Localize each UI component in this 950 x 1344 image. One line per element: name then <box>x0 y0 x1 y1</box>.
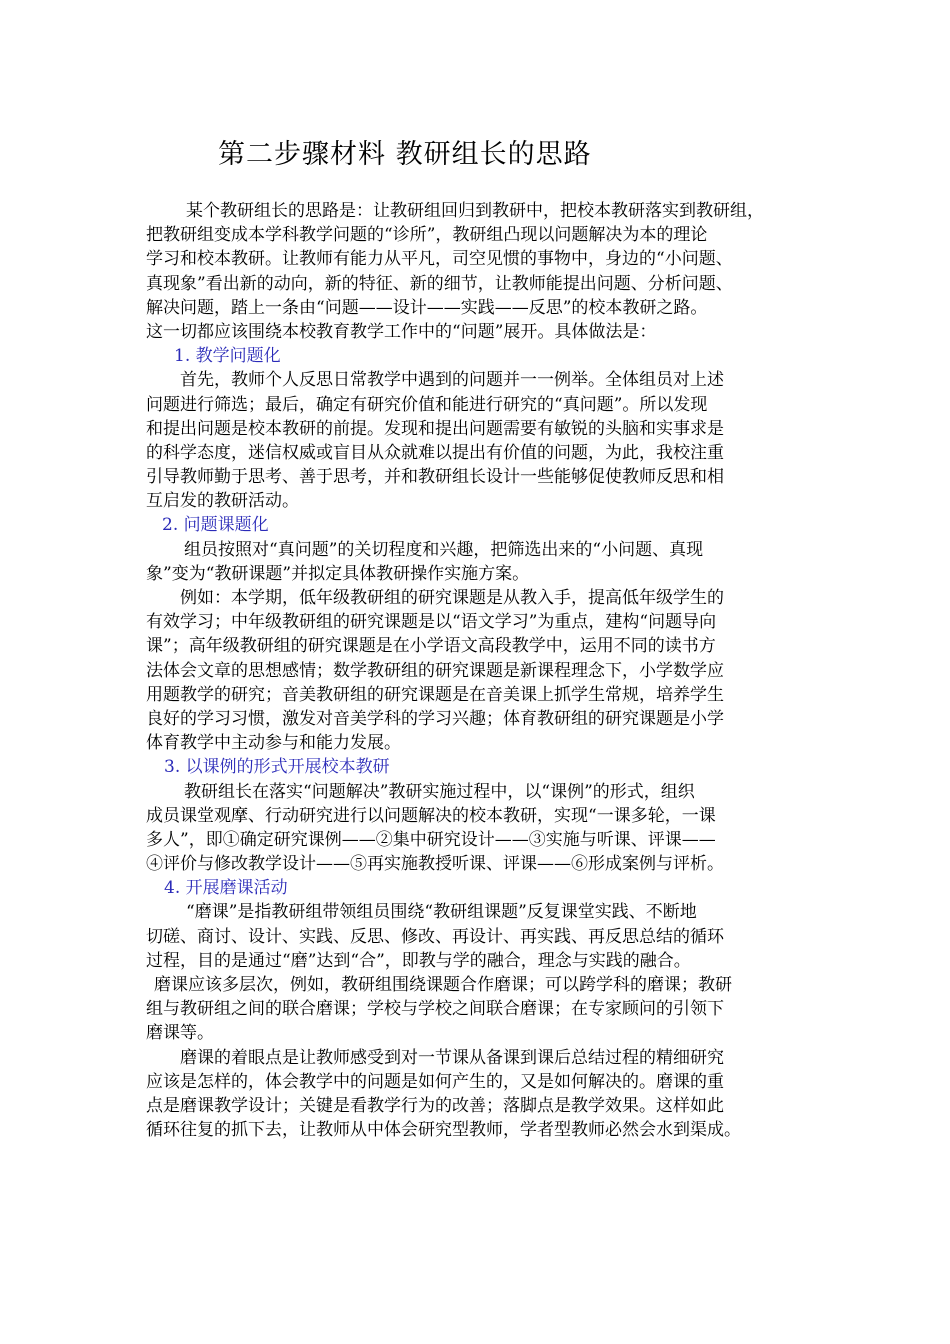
paragraph-line: 问题进行筛选；最后，确定有研究价值和能进行研究的“真问题”。所以发现 <box>146 394 708 415</box>
paragraph-line: 多人”，即①确定研究课例——②集中研究设计——③实施与听课、评课—— <box>146 829 716 850</box>
paragraph-line: 课”；高年级教研组的研究课题是在小学语文高段教学中，运用不同的读书方 <box>146 636 716 657</box>
paragraph-line: 把教研组变成本学科教学问题的“诊所”，教研组凸现以问题解决为本的理论 <box>146 225 708 246</box>
paragraph-line: “磨课”是指教研组带领组员围绕“教研组课题”反复课堂实践、不断地 <box>186 902 697 923</box>
paragraph-line: 应该是怎样的，体会教学中的问题是如何产生的，又是如何解决的。磨课的重 <box>146 1071 724 1092</box>
paragraph-line: ④评价与修改教学设计——⑤再实施教授听课、评课——⑥形成案例与评析。 <box>146 854 724 875</box>
paragraph-line: 磨课的着眼点是让教师感受到对一节课从备课到课后总结过程的精细研究 <box>180 1047 724 1068</box>
paragraph-line: 这一切都应该围绕本校教育教学工作中的“问题”展开。具体做法是： <box>146 321 657 342</box>
paragraph-line: 和提出问题是校本教研的前提。发现和提出问题需要有敏锐的头脑和实事求是 <box>146 418 724 439</box>
paragraph-line: 用题教学的研究；音美教研组的研究课题是在音美课上抓学生常规，培养学生 <box>146 684 724 705</box>
paragraph-line: 解决问题，踏上一条由“问题——设计——实践——反思”的校本教研之路。 <box>146 297 708 318</box>
paragraph-line: 组员按照对“真问题”的关切程度和兴趣，把筛选出来的“小问题、真现 <box>184 539 704 560</box>
paragraph-line: 首先，教师个人反思日常教学中遇到的问题并一一例举。全体组员对上述 <box>180 370 724 391</box>
paragraph-line: 学习和校本教研。让教师有能力从平凡，司空见惯的事物中，身边的“小问题、 <box>146 249 733 270</box>
paragraph-line: 切磋、商讨、设计、实践、反思、修改、再设计、再实践、再反思总结的循环 <box>146 926 724 947</box>
section-heading: 3. 以课例的形式开展校本教研 <box>164 757 390 778</box>
paragraph-line: 过程，目的是通过“磨”达到“合”，即教与学的融合，理念与实践的融合。 <box>146 950 691 971</box>
section-heading: 4. 开展磨课活动 <box>164 878 288 899</box>
document-body <box>146 199 810 1142</box>
paragraph-line: 点是磨课教学设计；关键是看教学行为的改善；落脚点是教学效果。这样如此 <box>146 1095 724 1116</box>
paragraph-line: 成员课堂观摩、行动研究进行以问题解决的校本教研，实现“一课多轮，一课 <box>146 805 716 826</box>
paragraph-line: 法体会文章的思想感情；数学教研组的研究课题是新课程理念下，小学数学应 <box>146 660 724 681</box>
section-heading: 1. 教学问题化 <box>174 346 281 367</box>
paragraph-line: 体育教学中主动参与和能力发展。 <box>146 733 401 754</box>
paragraph-line: 象”变为“教研课题”并拟定具体教研操作实施方案。 <box>146 563 530 584</box>
paragraph-line: 良好的学习习惯，激发对音美学科的学习兴趣；体育教研组的研究课题是小学 <box>146 708 724 729</box>
paragraph-line: 互启发的教研活动。 <box>146 491 299 512</box>
paragraph-line: 例如：本学期，低年级教研组的研究课题是从教入手，提高低年级学生的 <box>180 588 724 608</box>
paragraph-line: 循环往复的抓下去，让教师从中体会研究型教师，学者型教师必然会水到渠成。 <box>146 1120 741 1141</box>
page-title: 第二步骤材料 教研组长的思路 <box>218 139 592 170</box>
section-heading: 2. 问题课题化 <box>162 515 269 536</box>
paragraph-line: 某个教研组长的思路是：让教研组回归到教研中，把校本教研落实到教研组， <box>186 201 764 221</box>
paragraph-line: 教研组长在落实“问题解决”教研实施过程中，以“课例”的形式，组织 <box>184 781 695 802</box>
paragraph-line: 真现象”看出新的动向，新的特征、新的细节，让教师能提出问题、分析问题、 <box>146 273 733 294</box>
paragraph-line: 磨课等。 <box>146 1023 214 1044</box>
paragraph-line: 组与教研组之间的联合磨课；学校与学校之间联合磨课；在专家顾问的引领下 <box>146 999 724 1020</box>
paragraph-line: 的科学态度，迷信权威或盲目从众就难以提出有价值的问题，为此，我校注重 <box>146 442 724 463</box>
paragraph-line: 有效学习；中年级教研组的研究课题是以“语文学习”为重点，建构“问题导向 <box>146 612 717 633</box>
paragraph-line: 磨课应该多层次，例如，教研组围绕课题合作磨课；可以跨学科的磨课；教研 <box>154 975 732 995</box>
paragraph-line: 引导教师勤于思考、善于思考，并和教研组长设计一些能够促使教师反思和相 <box>146 467 724 488</box>
